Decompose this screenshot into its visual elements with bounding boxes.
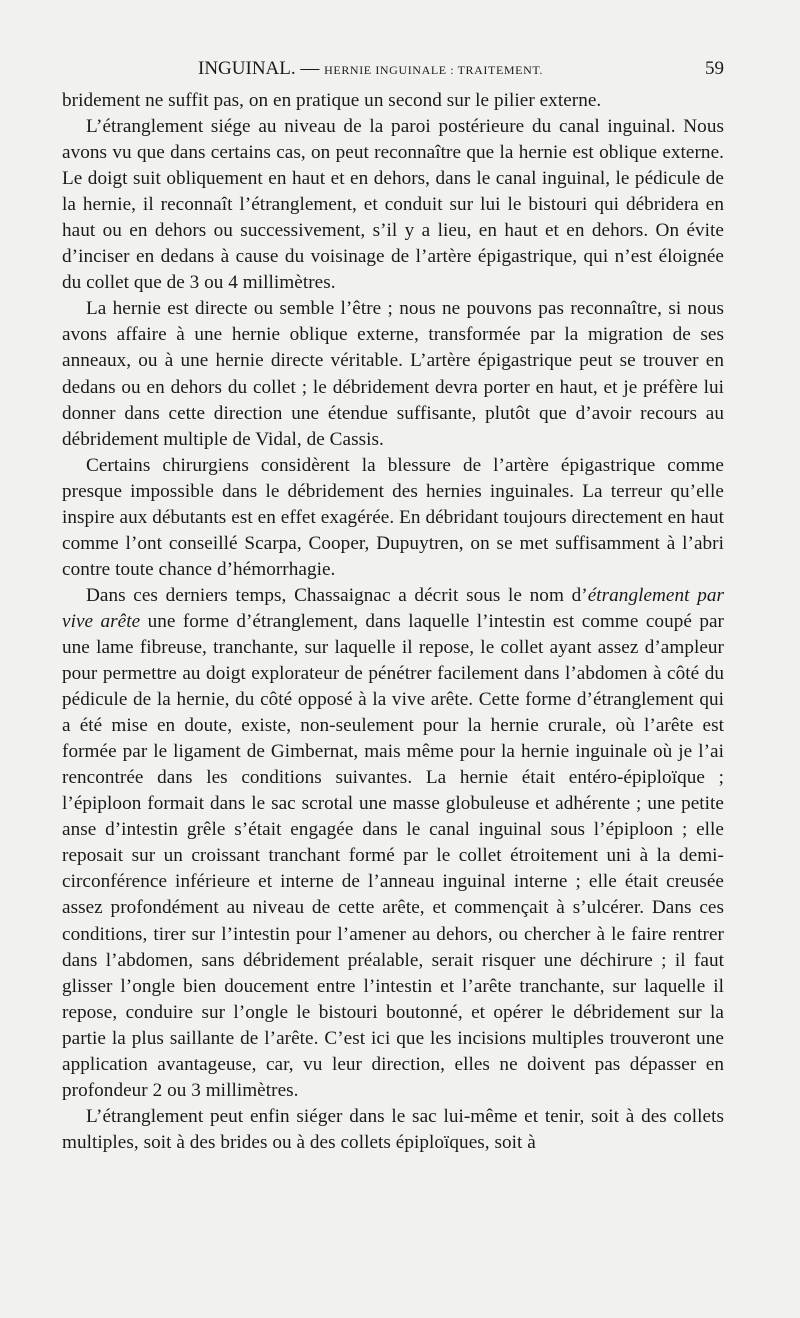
running-title-section: HERNIE INGUINALE : TRAITEMENT. xyxy=(324,63,543,77)
emphasis-term: étranglement par vive arête xyxy=(62,584,724,632)
running-title xyxy=(198,56,543,83)
paragraph-epigastric-artery: Certains chirurgiens considèrent la blessure de l’artère épigastrique comme presque impossible dans le débridement des hernies inguinales. La terreur qu’elle inspire aux débutants est en effet exagérée. En débridant toujours directement en haut comme l’ont conseillé Scarpa, Cooper, Dupuytren, on se met suffisamment à l’abri contre toute chance d’hémorrhagie. xyxy=(62,454,724,580)
paragraph-direct-hernia: La hernie est directe ou semble l’être ; nous ne pouvons pas reconnaître, si nous avons affaire à une hernie oblique externe, transformée par la migration de ses anneaux, ou à une hernie directe véritable. L’artère épigastrique peut se trouver en dedans ou en dehors du collet ; le débridement devra porter en haut, et je préfère lui donner dans cette direction une étendue suffisante, plutôt que d’avoir recours au débridement multiple de Vidal, de Cassis. xyxy=(62,298,724,450)
paragraph-vive-arete xyxy=(62,583,724,1104)
running-title-main: INGUINAL. xyxy=(198,58,296,79)
paragraph-vive-arete-rest: une forme d’étranglement, dans laquelle l’intestin est comme coupé par une lame fibreuse, tranchante, sur laquelle il repose, le collet ayant assez d’ampleur pour permettre au doigt explorateur de pénétrer facilement dans l’abdomen à côté du pédicule de la hernie, du côté opposé à la vive arête. Cette forme d’étranglement qui a été mise en doute, existe, non-seulement pour la hernie crurale, où l’arête est formée par le ligament de Gimbernat, mais même pour la hernie inguinale où je l’ai rencontrée dans les conditions suivantes. La hernie était entéro-épiploïque ; l’épiploon formait dans le sac scrotal une masse globuleuse et adhérente ; une petite anse d’intestin grêle s’était engagée dans le canal inguinal sous l’épiploon ; elle reposait sur un croissant tranchant formé par le collet étroitement uni à la demi-circonférence inférieure et interne de l’anneau inguinal interne ; elle était creusée assez profondément au niveau de cette arête, et commençait à s’ulcérer. Dans ces conditions, tirer sur l’intestin pour l’amener au dehors, ou chercher à le faire rentrer dans l’abdomen, sans débridement préalable, serait risquer une déchirure ; il faut glisser l’ongle bien doucement entre l’intestin et l’arête tranchante, sur laquelle il repose, conduire sur l’ongle le bistouri boutonné, et opérer le débridement sur la partie la plus saillante de l’arête. C’est ici que les incisions multiples trouveront une application avantageuse, car, vu leur direction, elles ne doivent pas dépasser en profondeur 2 ou 3 millimètres. xyxy=(62,610,724,1101)
body-text xyxy=(62,88,724,1156)
running-header xyxy=(62,56,724,82)
paragraph-oblique-hernia: L’étranglement siége au niveau de la paroi postérieure du canal inguinal. Nous avons vu que dans certains cas, on peut reconnaître que la hernie est oblique externe. Le doigt suit obliquement en haut et en dehors, dans le canal inguinal, le pédicule de la hernie, il reconnaît l’étranglement, et conduit sur lui le bistouri qui débridera en haut ou en dehors ou successivement, s’il y a lieu, en haut et en dehors. On évite d’inciser en dedans à cause du voisinage de l’artère épigastrique, qui n’est éloignée du collet que de 3 ou 4 millimètres. xyxy=(62,116,724,294)
page-number: 59 xyxy=(705,58,724,79)
paragraph-vive-arete-start: Dans ces derniers temps, Chassaignac a décrit sous le nom d’ xyxy=(86,584,588,606)
running-title-dash: — xyxy=(295,58,325,79)
paragraph-sac-strangulation: L’étranglement peut enfin siéger dans le sac lui-même et tenir, soit à des collets multiples, soit à des brides ou à des collets épiploïques, soit à xyxy=(62,1105,724,1153)
paragraph-continued: bridement ne suffit pas, on en pratique un second sur le pilier externe. xyxy=(62,90,602,111)
